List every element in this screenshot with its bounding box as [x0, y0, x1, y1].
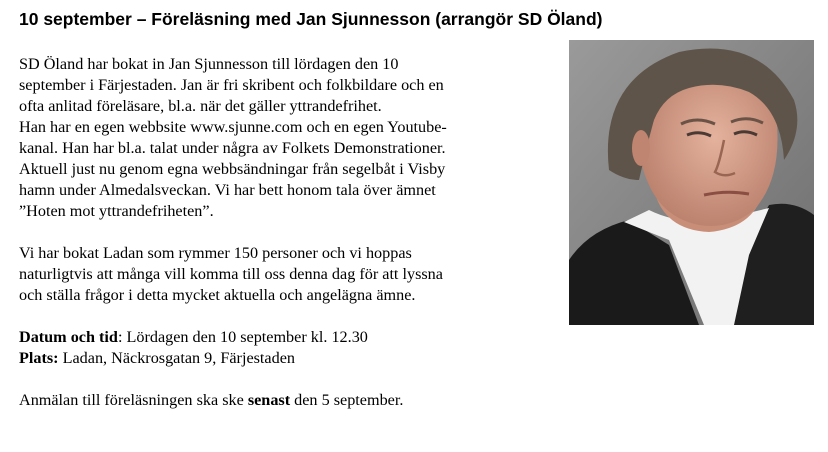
portrait-photo-icon — [569, 40, 814, 325]
intro-paragraph — [19, 54, 564, 222]
article-body — [19, 54, 564, 411]
event-details — [19, 327, 564, 369]
place-label: Plats: — [19, 349, 59, 367]
intro-line: Aktuell just nu genom egna webbsändningar från segelbåt i Visby — [19, 160, 446, 178]
intro-line: Han har en egen webbsite www.sjunne.com och en egen Youtube- — [19, 118, 447, 136]
venue-paragraph — [19, 243, 564, 306]
venue-line: naturligtvis att många vill komma till oss denna dag för att lyssna — [19, 265, 443, 283]
place-line — [19, 348, 564, 369]
registration-emphasis: senast — [247, 391, 291, 409]
ear — [632, 130, 650, 166]
page-title: 10 september – Föreläsning med Jan Sjunnesson (arrangör SD Öland) — [19, 9, 603, 29]
venue-line: Vi har bokat Ladan som rymmer 150 personer och vi hoppas — [19, 244, 412, 262]
date-line — [19, 327, 564, 348]
intro-line: SD Öland har bokat in Jan Sjunnesson till lördagen den 10 — [19, 55, 399, 73]
date-value: : Lördagen den 10 september kl. 12.30 — [117, 328, 368, 346]
intro-line: september i Färjestaden. Jan är fri skribent och folkbildare och en — [19, 76, 444, 94]
place-value: Ladan, Näckrosgatan 9, Färjestaden — [58, 349, 295, 367]
registration-prefix: Anmälan till föreläsningen ska ske — [19, 391, 248, 409]
registration-line — [19, 390, 564, 411]
intro-line: hamn under Almedalsveckan. Vi har bett honom tala över ämnet — [19, 181, 436, 199]
intro-line: ofta anlitad föreläsare, bl.a. när det gäller yttrandefrihet. — [19, 97, 382, 115]
registration-suffix: den 5 september. — [290, 391, 404, 409]
intro-line: kanal. Han har bl.a. talat under några av Folkets Demonstrationer. — [19, 139, 446, 157]
date-label: Datum och tid — [19, 328, 118, 346]
venue-line: och ställa frågor i detta mycket aktuella och angelägna ämne. — [19, 286, 416, 304]
portrait-photo — [569, 40, 814, 325]
intro-line: ”Hoten mot yttrandefriheten”. — [19, 202, 214, 220]
